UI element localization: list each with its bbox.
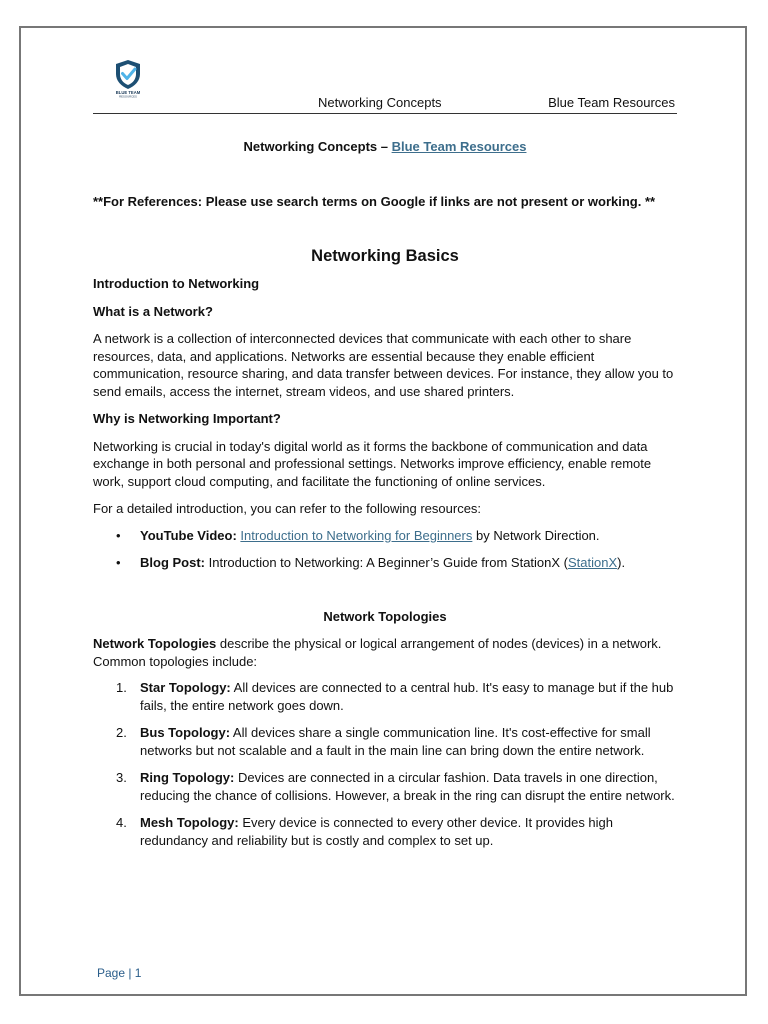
list-item: 4. Mesh Topology: Every device is connected to every other device. It provides high redundancy and reliability but is costly and complex to set up.	[116, 815, 614, 848]
stationx-link[interactable]: StationX	[568, 555, 618, 570]
title-link[interactable]: Blue Team Resources	[391, 139, 527, 154]
shield-check-icon	[110, 58, 146, 98]
header-title: Networking Concepts	[318, 95, 442, 110]
intro-heading: Introduction to Networking	[93, 276, 260, 291]
bullet-icon: •	[116, 555, 121, 570]
page-number: Page | 1	[97, 966, 142, 980]
document-body	[93, 138, 677, 859]
resources-intro: For a detailed introduction, you can refer to the following resources:	[93, 501, 482, 516]
youtube-link[interactable]: Introduction to Networking for Beginners	[240, 527, 473, 543]
list-item: 2. Bus Topology: All devices share a single communication line. It's cost-effective for small networks but not scalable and a fault in the main line can bring down the entire network.	[116, 725, 651, 758]
svg-text:BLUE TEAM: BLUE TEAM	[115, 90, 141, 95]
topologies-list	[93, 679, 677, 849]
why-paragraph: Networking is crucial in today's digital world as it forms the backbone of communication and data exchange in both personal and professional settings. Networks improve efficiency, enable remote work, support cloud computing, and facilitate the functioning of online services.	[93, 438, 652, 489]
header-org: Blue Team Resources	[548, 95, 675, 110]
topologies-paragraph: Network Topologies describe the physical or logical arrangement of nodes (devices) in a network. Common topologies include:	[93, 636, 662, 669]
list-item: 3. Ring Topology: Devices are connected in a circular fashion. Data travels in one direction, reducing the chance of collisions. However, a break in the ring can disrupt the entire network.	[116, 770, 675, 803]
section-title: Networking Basics	[311, 247, 459, 265]
blue-team-logo	[110, 58, 146, 98]
document-page	[19, 26, 747, 996]
resources-list	[93, 527, 677, 572]
page-header	[93, 94, 677, 114]
topologies-heading: Network Topologies	[323, 608, 447, 624]
svg-text:RESOURCES: RESOURCES	[119, 94, 137, 98]
list-item: • YouTube Video: Introduction to Networking for Beginners by Network Direction.	[116, 527, 600, 543]
references-note: **For References: Please use search terms on Google if links are not present or working. **	[93, 193, 656, 209]
bullet-icon: •	[116, 527, 121, 543]
what-heading: What is a Network?	[93, 303, 213, 319]
what-paragraph: A network is a collection of interconnected devices that communicate with each other to share resources, data, and applications. Networks are essential because they enable efficient communication, resource sharing, and data transfer between devices. For instance, they allow you to send emails, access the internet, stream videos, and use shared printers.	[93, 331, 674, 399]
list-item: • Blog Post: Introduction to Networking: A Beginner’s Guide from StationX (StationX).	[116, 555, 626, 570]
why-heading: Why is Networking Important?	[93, 411, 281, 426]
list-item: 1. Star Topology: All devices are connected to a central hub. It's easy to manage but if the hub fails, the entire network goes down.	[116, 680, 674, 713]
document-title: Networking Concepts – Blue Team Resources	[243, 139, 527, 154]
